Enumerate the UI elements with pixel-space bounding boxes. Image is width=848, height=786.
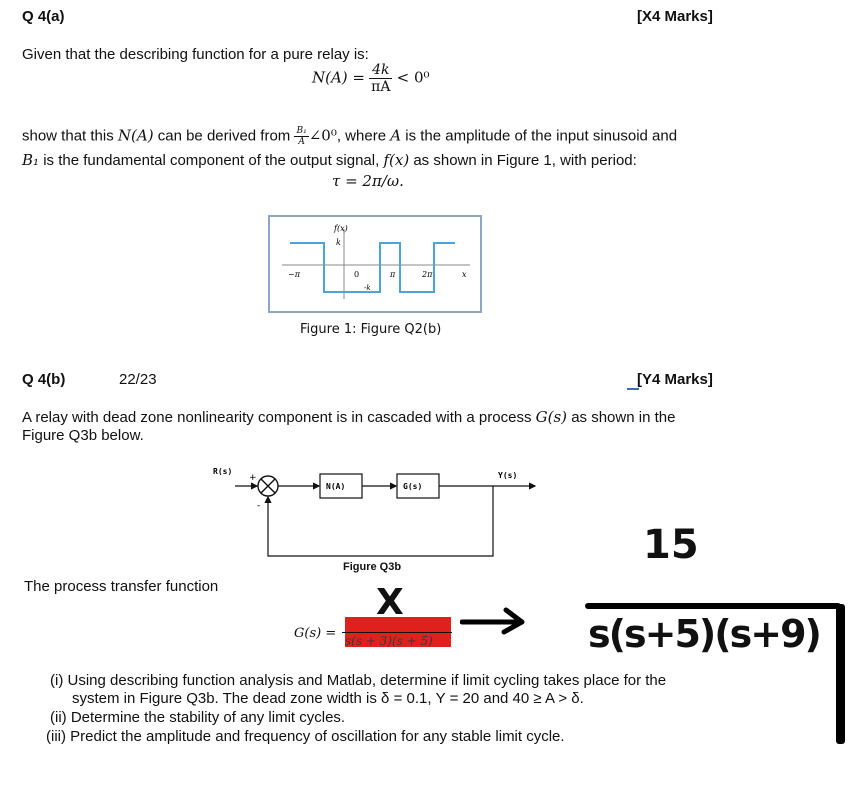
plus-sign: + — [249, 473, 257, 483]
describing-function-formula — [312, 62, 430, 95]
body1-fraction — [294, 126, 308, 147]
q4b-body-line1 — [22, 408, 675, 426]
question-i-line1: (i) Using describing function analysis and Matlab, determine if limit cycling takes place for the — [50, 672, 667, 689]
q4a-intro: Given that the describing function for a pure relay is: — [22, 46, 369, 63]
k-label: k — [336, 238, 341, 247]
body2-fx: f(x) — [383, 151, 410, 169]
fx-label: f(x) — [334, 224, 348, 233]
q4b-body1-text-a: A relay with dead zone nonlinearity component is in cascaded with a process — [22, 409, 532, 426]
y-s-label: Y(s) — [498, 471, 518, 480]
tick-zero: 0 — [354, 270, 360, 279]
q4a-body-line2 — [22, 151, 637, 169]
figure-1-relay-plot — [268, 215, 482, 313]
formula-denominator: πA — [371, 79, 391, 95]
handwritten-numerator: 15 — [643, 522, 699, 568]
q4a-marks: [X4 Marks] — [637, 8, 713, 25]
body1-text-c: , where — [336, 127, 387, 145]
neg-k-label: -k — [364, 284, 371, 292]
tick-pi: π — [390, 270, 396, 279]
formula-fraction — [369, 62, 392, 95]
question-ii: (ii) Determine the stability of any limit cycles. — [50, 709, 346, 726]
formula-lhs: N(A) = — [312, 68, 365, 87]
question-i-line2: system in Figure Q3b. The dead zone width is δ = 0.1, Y = 20 and 40 ≥ A > δ. — [72, 690, 584, 707]
body1-angle: ∠0⁰ — [308, 126, 337, 145]
q4b-body-line2: Figure Q3b below. — [22, 427, 144, 444]
na-label: N(A) — [326, 482, 346, 491]
body1-text-a: show that this — [22, 127, 114, 145]
tick-x: x — [462, 270, 467, 279]
handwritten-denominator: s(s+5)(s+9) — [588, 612, 820, 656]
body1-frac-den: A — [298, 137, 305, 147]
body2-b1: B₁ — [22, 151, 40, 169]
body1-text-d: is the amplitude of the input sinusoid and — [405, 127, 678, 145]
formula-angle: < 0⁰ — [396, 68, 430, 87]
body2-text-b: as shown in Figure 1, with period: — [413, 152, 637, 169]
feedback-path — [268, 486, 493, 556]
q4a-heading: Q 4(a) — [22, 8, 65, 25]
gs-label: G(s) — [403, 482, 423, 491]
handwritten-vertical-stroke — [836, 604, 845, 744]
q4b-marks: [Y4 Marks] — [637, 371, 713, 388]
handwritten-arrow — [460, 596, 530, 636]
body1-A: A — [390, 126, 402, 145]
tick-neg-pi: −π — [288, 270, 300, 279]
gs-denominator: s(s + 3)(s + 5) — [345, 634, 433, 648]
marks-underline — [627, 388, 639, 390]
handwritten-fraction-bar — [585, 603, 841, 609]
figure-q3b-caption: Figure Q3b — [343, 561, 402, 573]
formula-numerator: 4k — [369, 62, 392, 79]
q4b-body1-gs: G(s) — [535, 408, 568, 426]
q4b-date: 22/23 — [119, 371, 157, 388]
q4a-body-line1 — [22, 126, 677, 147]
minus-sign: - — [257, 501, 261, 511]
period-formula: τ = 2π/ω. — [332, 172, 404, 190]
square-wave-signal — [290, 243, 455, 292]
q4b-heading: Q 4(b) — [22, 371, 66, 388]
r-s-label: R(s) — [213, 467, 233, 476]
gs-fraction-bar — [342, 632, 452, 633]
body1-na: N(A) — [117, 126, 154, 145]
q4b-body1-text-b: as shown in the — [571, 409, 676, 426]
relay-plot-svg — [270, 217, 480, 311]
gs-lhs: G(s) = — [294, 626, 337, 641]
body1-frac-num: B₁ — [296, 126, 307, 136]
tick-2pi: 2π — [422, 270, 433, 279]
body2-text-a: is the fundamental component of the output signal, — [43, 152, 380, 169]
transfer-function-label: The process transfer function — [24, 578, 219, 595]
handwritten-cross: X — [376, 582, 404, 623]
question-iii: (iii) Predict the amplitude and frequency of oscillation for any stable limit cycle. — [46, 728, 565, 745]
figure-1-caption: Figure 1: Figure Q2(b) — [300, 322, 442, 337]
body1-text-b: can be derived from — [157, 127, 291, 145]
